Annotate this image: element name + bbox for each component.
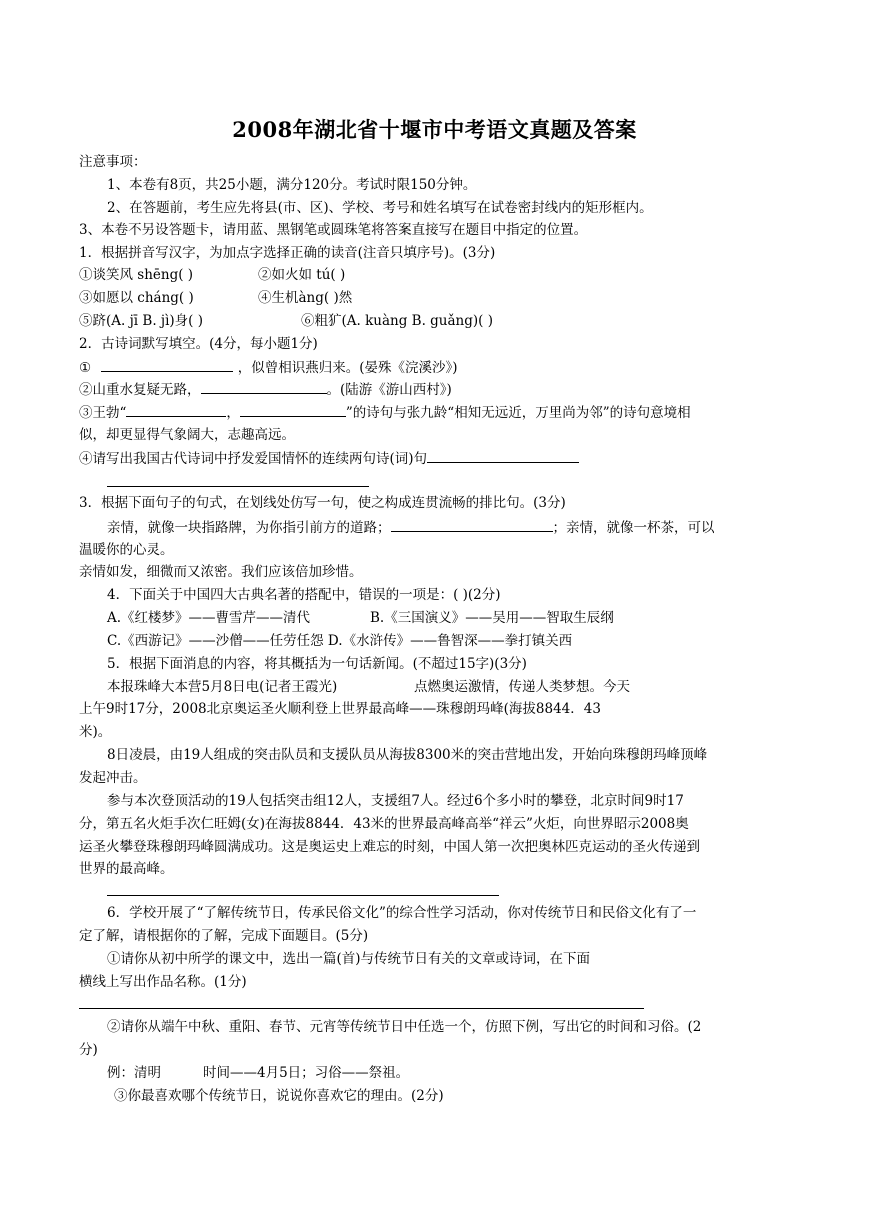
q1-item-e: ⑤跻(A. jī B. jì)身( ) xyxy=(79,313,203,329)
q3-l1-suffix: ；亲情，就像一杯茶，可以 xyxy=(552,520,715,536)
q2-a-answer-line[interactable] xyxy=(101,357,233,372)
q6-sub2-a: ②请你从端午中秋、重阳、春节、元宵等传统节日中任选一个，仿照下例，写出它的时间和习俗。(2 xyxy=(107,1019,702,1035)
q2-stem: 2．古诗词默写填空。(4分，每小题1分) xyxy=(79,336,318,352)
q4-option-b: B.《三国演义》——吴用——智取生辰纲 xyxy=(370,610,614,626)
q2-a-prefix: ① xyxy=(79,360,92,376)
q1-item-a: ①谈笑风 shēng( ) xyxy=(79,267,194,283)
q1-item-f: ⑥粗犷(A. kuàng B. guǎng)( ) xyxy=(301,313,493,329)
q3-line-2: 温暖你的心灵。 xyxy=(79,542,174,558)
note-2: 2、在答题前，考生应先将县(市、区)、学校、考号和姓名填写在试卷密封线内的矩形框内。 xyxy=(107,200,653,216)
q2-item-b xyxy=(79,379,452,400)
q5-news-p3-d: 世界的最高峰。 xyxy=(79,861,174,877)
note-3: 3、本卷不另设答题卡，请用蓝、黑钢笔或圆珠笔将答案直接写在题目中指定的位置。 xyxy=(79,222,588,238)
q6-sub1-a: ①请你从初中所学的课文中，选出一篇(首)与传统节日有关的文章或诗词，在下面 xyxy=(107,951,591,967)
q5-news-p3-b: 分，第五名火炬手次仁旺姆(女)在海拔8844．43米的世界最高峰高举“祥云”火炬，向世界昭示2008奥 xyxy=(79,816,689,832)
q4-option-a: A.《红楼梦》——曹雪芹——清代 xyxy=(107,610,311,626)
q3-l1-prefix: 亲情，就像一块指路牌，为你指引前方的道路； xyxy=(107,520,391,536)
q2-b-suffix: 。(陆游《游山西村》) xyxy=(326,382,452,398)
q3-line-1 xyxy=(107,517,715,538)
q1-item-b: ②如火如 tú( ) xyxy=(258,267,346,283)
q5-news-p3-a: 参与本次登顶活动的19人包括突击组12人，支援组7人。经过6个多小时的攀登，北京时间9时17 xyxy=(107,793,684,809)
q5-news-lead: 点燃奥运激情，传递人类梦想。今天 xyxy=(414,679,630,695)
q4-stem: 4．下面关于中国四大古典名著的搭配中，错误的一项是：( )(2分) xyxy=(107,587,501,603)
q6-sub2-b: 分) xyxy=(79,1042,98,1058)
q2-c-prefix: ③王勃“ xyxy=(79,405,127,421)
q3-stem: 3．根据下面句子的句式，在划线处仿写一句，使之构成连贯流畅的排比句。(3分) xyxy=(79,495,566,511)
q2-d-text: ④请写出我国古代诗词中抒发爱国情怀的连续两句诗(词)句 xyxy=(79,451,428,467)
q5-news-line-2: 上午9时17分，2008北京奥运圣火顺利登上世界最高峰——珠穆朗玛峰(海拔8844．43 xyxy=(79,701,601,717)
q1-stem: 1．根据拼音写汉字，为加点字选择正确的读音(注音只填序号)。(3分) xyxy=(79,245,496,261)
q2-item-d xyxy=(79,448,579,469)
q2-d-answer-line-2[interactable] xyxy=(107,486,369,487)
q3-answer-line[interactable] xyxy=(391,517,553,532)
q6-sub3: ③你最喜欢哪个传统节日，说说你喜欢它的理由。(2分) xyxy=(114,1088,444,1104)
q2-d-answer-line-1[interactable] xyxy=(427,448,579,463)
q6-example-body: 时间——4月5日；习俗——祭祖。 xyxy=(203,1065,410,1081)
q5-news-p2-b: 发起冲击。 xyxy=(79,770,147,786)
q3-line-3: 亲情如发，细微而又浓密。我们应该倍加珍惜。 xyxy=(79,564,363,580)
q2-a-suffix: ，似曾相识燕归来。(晏殊《浣溪沙》) xyxy=(237,360,458,376)
q6-sub1-b: 横线上写出作品名称。(1分) xyxy=(79,974,247,990)
q6-example-label: 例：清明 xyxy=(107,1065,161,1081)
q2-c-answer-line-1[interactable] xyxy=(126,402,226,417)
q2-b-prefix: ②山重水复疑无路， xyxy=(79,382,201,398)
note-1: 1、本卷有8页，共25小题，满分120分。考试时限150分钟。 xyxy=(107,177,477,193)
q4-option-cd: C.《西游记》——沙僧——任劳任怨 D.《水浒传》——鲁智深——拳打镇关西 xyxy=(107,633,573,649)
q5-news-dateline: 本报珠峰大本营5月8日电(记者王霞光) xyxy=(107,679,338,695)
q1-item-c: ③如愿以 cháng( ) xyxy=(79,290,194,306)
q2-item-c xyxy=(79,402,691,423)
q1-item-d: ④生机àng( )然 xyxy=(258,290,353,306)
q2-c-answer-line-2[interactable] xyxy=(240,402,346,417)
q5-news-p2-a: 8日凌晨，由19人组成的突击队员和支援队员从海拔8300米的突击营地出发，开始向珠穆朗玛峰顶峰 xyxy=(107,747,708,763)
q6-sub1-answer-line[interactable] xyxy=(79,1008,644,1009)
notes-heading: 注意事项： xyxy=(79,154,147,170)
q2-item-a xyxy=(79,357,458,378)
q5-news-line-3: 米)。 xyxy=(79,724,112,740)
page-title: 2008年湖北省十堰市中考语文真题及答案 xyxy=(232,117,637,142)
q5-stem: 5．根据下面消息的内容，将其概括为一句话新闻。(不超过15字)(3分) xyxy=(107,656,527,672)
q2-b-answer-line[interactable] xyxy=(201,379,327,394)
q6-stem-a: 6．学校开展了“了解传统节日，传承民俗文化”的综合性学习活动，你对传统节日和民俗文化有了一 xyxy=(107,905,697,921)
q2-item-c-cont: 似，却更显得气象阔大，志趣高远。 xyxy=(79,427,295,443)
q5-answer-line[interactable] xyxy=(107,895,499,896)
q2-c-mid: ， xyxy=(226,405,240,421)
q5-news-p3-c: 运圣火攀登珠穆朗玛峰圆满成功。这是奥运史上难忘的时刻，中国人第一次把奥林匹克运动的圣火传递到 xyxy=(79,839,700,855)
q2-c-suffix: ”的诗句与张九龄“相知无远近，万里尚为邻”的诗句意境相 xyxy=(345,405,691,421)
q6-stem-b: 定了解，请根据你的了解，完成下面题目。(5分) xyxy=(79,928,369,944)
